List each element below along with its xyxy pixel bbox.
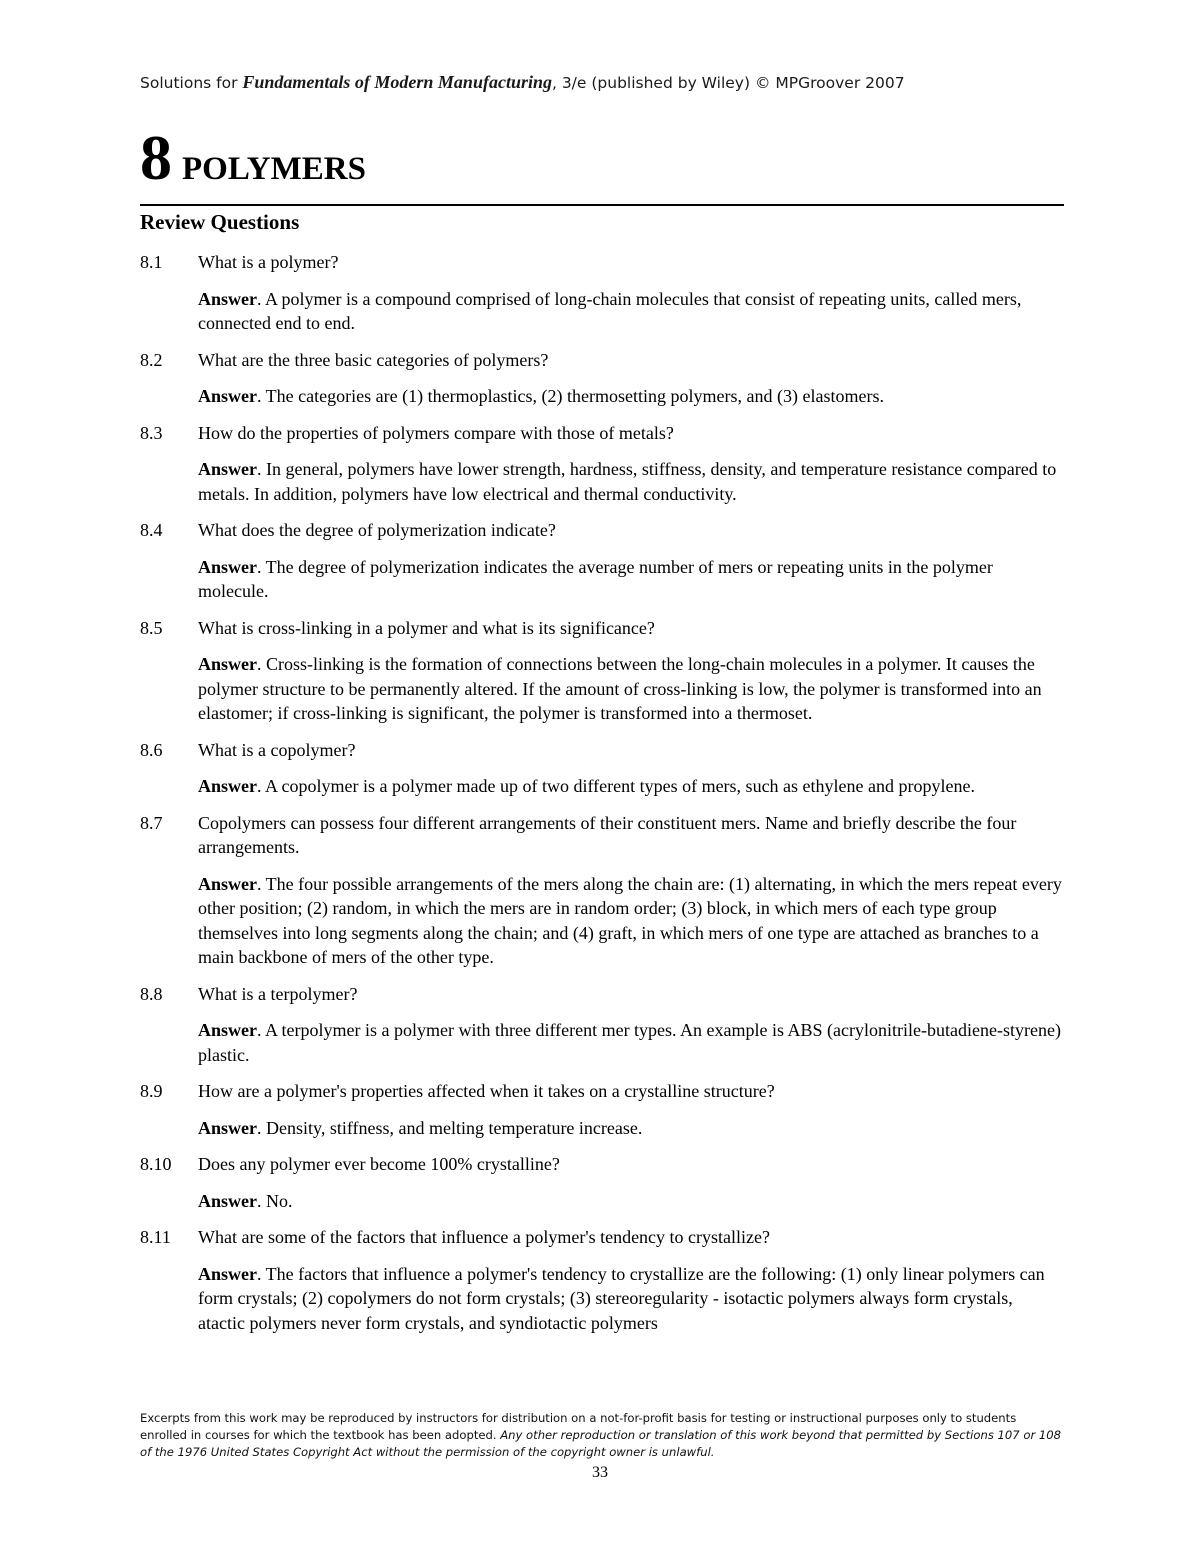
qa-item (140, 348, 1064, 409)
question-text: What is a terpolymer? (198, 983, 358, 1004)
answer-label: Answer (198, 873, 257, 894)
answer (198, 652, 1064, 726)
question-number: 8.9 (140, 1081, 163, 1101)
running-header (140, 72, 1070, 93)
answer-text: . In general, polymers have lower strength, hardness, stiffness, density, and temperature resistance compared to metals. In addition, polymers have low electrical and thermal conductivity. (198, 459, 1057, 504)
question-text: Does any polymer ever become 100% crystalline? (198, 1154, 560, 1174)
question-number: 8.11 (140, 1227, 171, 1247)
question-number: 8.5 (140, 617, 163, 638)
question-text: Copolymers can possess four different arrangements of their constituent mers. Name and briefly describe the four arrangements. (198, 812, 1017, 857)
qa-item (140, 616, 1064, 726)
question (140, 1152, 1064, 1177)
question-number: 8.3 (140, 422, 163, 443)
answer-label: Answer (198, 1117, 257, 1138)
answer (198, 872, 1064, 970)
question (140, 982, 1064, 1007)
question-number: 8.8 (140, 983, 163, 1004)
question-text: What are some of the factors that influence a polymer's tendency to crystallize? (198, 1227, 771, 1247)
chapter-title: POLYMERS (182, 151, 366, 187)
answer-text: . A polymer is a compound comprised of long-chain molecules that consist of repeating units, called mers, connected end to end. (198, 288, 1022, 333)
answer-text: . The factors that influence a polymer's tendency to crystallize are the following: (1) only linear polymers can form crystals; (2) copolymers do not form crystals; (3) stereoregularity - isotactic polymers always form crystals, atactic polymers never form crystals, and syndiotactic polymers (198, 1263, 1045, 1333)
qa-item (140, 1225, 1064, 1335)
qa-item (140, 738, 1064, 799)
question (140, 1225, 1064, 1250)
answer-label: Answer (198, 654, 257, 674)
answer (198, 1116, 1064, 1141)
answer-label: Answer (198, 1263, 257, 1284)
answer-text: . A terpolymer is a polymer with three different mer types. An example is ABS (acrylonitrile-butadiene-styrene) plastic. (198, 1020, 1061, 1065)
chapter-heading (140, 118, 1064, 206)
page-number: 33 (592, 1464, 608, 1481)
qa-item (140, 1152, 1064, 1213)
qa-list (140, 250, 1064, 1347)
question-text: What are the three basic categories of polymers? (198, 349, 549, 370)
qa-item (140, 421, 1064, 507)
qa-item (140, 518, 1064, 604)
answer (198, 287, 1064, 336)
question-text: What is a polymer? (198, 252, 339, 272)
chapter-number: 8 (140, 122, 172, 193)
answer (198, 1189, 1064, 1214)
question (140, 421, 1064, 446)
header-prefix: Solutions for (140, 74, 243, 92)
section-heading: Review Questions (140, 210, 300, 234)
qa-item (140, 1079, 1064, 1140)
question-number: 8.7 (140, 812, 163, 833)
question-text: What is cross-linking in a polymer and what is its significance? (198, 617, 655, 638)
question (140, 348, 1064, 373)
question-text: How do the properties of polymers compare with those of metals? (198, 422, 674, 443)
answer (198, 555, 1064, 604)
question-text: How are a polymer's properties affected when it takes on a crystalline structure? (198, 1081, 775, 1101)
answer-text: . Density, stiffness, and melting temperature increase. (257, 1117, 643, 1138)
question-number: 8.10 (140, 1154, 172, 1174)
answer-text: . The categories are (1) thermoplastics, (2) thermosetting polymers, and (3) elastomers. (257, 386, 884, 406)
question (140, 616, 1064, 641)
answer-label: Answer (198, 556, 257, 577)
question-number: 8.2 (140, 349, 163, 370)
answer-label: Answer (198, 1190, 257, 1211)
answer-label: Answer (198, 776, 257, 796)
answer-text: . No. (257, 1190, 293, 1211)
copyright-notice (140, 1410, 1064, 1461)
qa-item (140, 250, 1064, 336)
question (140, 518, 1064, 543)
qa-item (140, 811, 1064, 970)
question-text: What is a copolymer? (198, 739, 356, 760)
question-number: 8.4 (140, 520, 163, 540)
answer (198, 1262, 1064, 1336)
answer-label: Answer (198, 288, 257, 309)
answer-text: . The degree of polymerization indicates the average number of mers or repeating units in the polymer molecule. (198, 556, 993, 601)
answer (198, 774, 1064, 799)
answer-label: Answer (198, 1020, 257, 1040)
answer (198, 384, 1064, 409)
question-number: 8.6 (140, 739, 163, 760)
answer-text: . A copolymer is a polymer made up of two different types of mers, such as ethylene and propylene. (257, 776, 975, 796)
copyright-notice-italic: Any other reproduction or translation of this work beyond that permitted by Sections 107 or 108 of the 1976 United States Copyright Act without the permission of the copyright owner is unlawful. (140, 1428, 1062, 1459)
answer-text: . The four possible arrangements of the mers along the chain are: (1) alternating, in which the mers repeat every other position; (2) random, in which the mers are in random order; (3) block, in which mers of each type group themselves into long segments along the chain; and (4) graft, in which mers of one type are attached as branches to a main backbone of mers of the other type. (198, 873, 1062, 967)
qa-item (140, 982, 1064, 1068)
header-book-title: Fundamentals of Modern Manufacturing (242, 72, 552, 92)
answer (198, 457, 1064, 506)
copyright-notice-plain: Excerpts from this work may be reproduced by instructors for distribution on a not-for-profit basis for testing or instructional purposes only to students enrolled in courses for which the textbook has been adopted. (140, 1411, 1017, 1442)
question-text: What does the degree of polymerization indicate? (198, 520, 556, 540)
answer-label: Answer (198, 386, 257, 406)
answer-text: . Cross-linking is the formation of connections between the long-chain molecules in a polymer. It causes the polymer structure to be permanently altered. If the amount of cross-linking is low, the polymer is transformed into an elastomer; if cross-linking is significant, the polymer is transformed into a thermoset. (198, 654, 1042, 723)
answer-label: Answer (198, 459, 257, 479)
question (140, 811, 1064, 860)
question (140, 738, 1064, 763)
question-number: 8.1 (140, 252, 163, 272)
answer (198, 1018, 1064, 1067)
question (140, 250, 1064, 275)
header-suffix: , 3/e (published by Wiley) © MPGroover 2007 (551, 74, 905, 92)
question (140, 1079, 1064, 1104)
